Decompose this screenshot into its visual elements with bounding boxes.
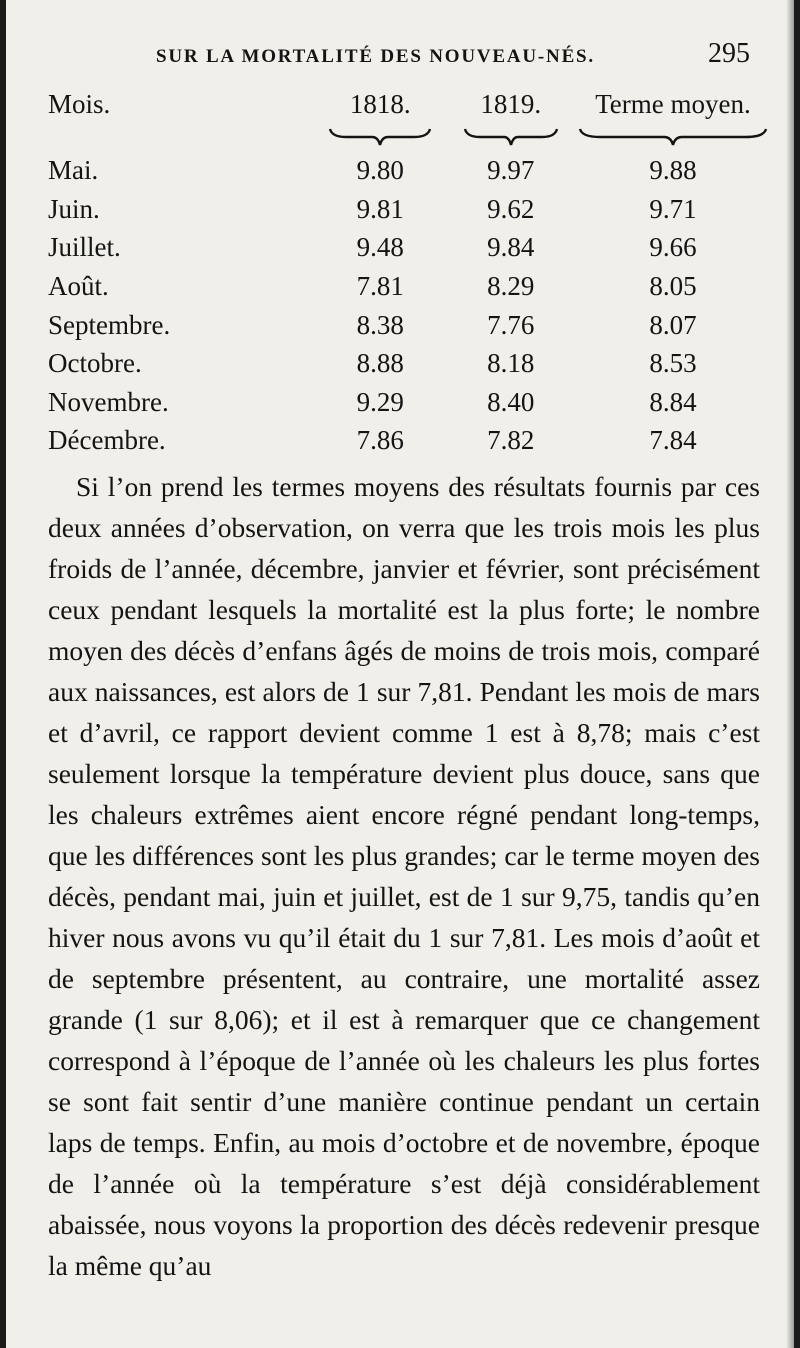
brace-1819 bbox=[444, 124, 578, 150]
col-header-month: Mois. bbox=[48, 88, 111, 119]
col-header-1818: 1818. bbox=[349, 88, 411, 119]
body-text bbox=[48, 466, 760, 1286]
table-row: Novembre. 9.29 8.40 8.84 bbox=[48, 386, 697, 417]
table-row: Octobre. 8.88 8.18 8.53 bbox=[48, 348, 697, 379]
table-row: Juillet. 9.48 9.84 9.66 bbox=[48, 232, 697, 263]
table-row: Mai. 9.80 9.97 9.88 bbox=[48, 154, 697, 185]
brace-icon bbox=[463, 126, 559, 148]
col-header-1819: 1819. bbox=[480, 88, 542, 119]
table-row: Septembre. 8.38 7.76 8.07 bbox=[48, 309, 697, 340]
brace-icon bbox=[328, 126, 432, 148]
brace-1818 bbox=[317, 124, 444, 150]
running-head bbox=[156, 38, 750, 74]
table-header-row bbox=[48, 84, 768, 124]
book-page bbox=[6, 0, 794, 1348]
brace-icon bbox=[578, 126, 768, 148]
brace-mean bbox=[578, 124, 768, 150]
paragraph: Si l’on prend les termes moyens des résultats fournis par ces deux années d’observation, on verra que les trois mois les plus froids de l’année, décembre, janvier et février, sont précisément ceux pendant lesquels la mortalité est la plus forte; le nombre moyen des décès d’enfans âgés de moins de trois mois, comparé aux naissances, est alors de 1 sur 7,81. Pendant les mois de mars et d’avril, ce rapport devient comme 1 est à 8,78; mais c’est seulement lorsque la température devient plus douce, sans que les chaleurs extrêmes aient encore régné pendant long-temps, que les différences sont les plus grandes; car le terme moyen des décès, pendant mai, juin et juillet, est de 1 sur 9,75, tandis qu’en hiver nous avons vu qu’il était du 1 sur 7,81. Les mois d’août et de septembre présentent, au contraire, une mortalité assez grande (1 sur 8,06); et il est à remarquer que ce changement correspond à l’époque de l’année où les chaleurs les plus fortes se sont fait sentir d’une manière continue pendant un certain laps de temps. Enfin, au mois d’octobre et de novembre, époque de l’année où la température s’est déjà considérablement abaissée, nous voyons la proportion des décès redevenir presque la même qu’au bbox=[48, 471, 760, 1281]
page-number: 295 bbox=[708, 38, 750, 69]
running-title: SUR LA MORTALITÉ DES NOUVEAU-NÉS. bbox=[156, 46, 595, 67]
table-row: Décembre. 7.86 7.82 7.84 bbox=[48, 425, 697, 456]
table-row: Août. 7.81 8.29 8.05 bbox=[48, 270, 697, 301]
brace-row bbox=[48, 124, 768, 150]
col-header-mean: Terme moyen. bbox=[595, 88, 751, 119]
table-row: Juin. 9.81 9.62 9.71 bbox=[48, 193, 697, 224]
mortality-table bbox=[48, 84, 768, 460]
